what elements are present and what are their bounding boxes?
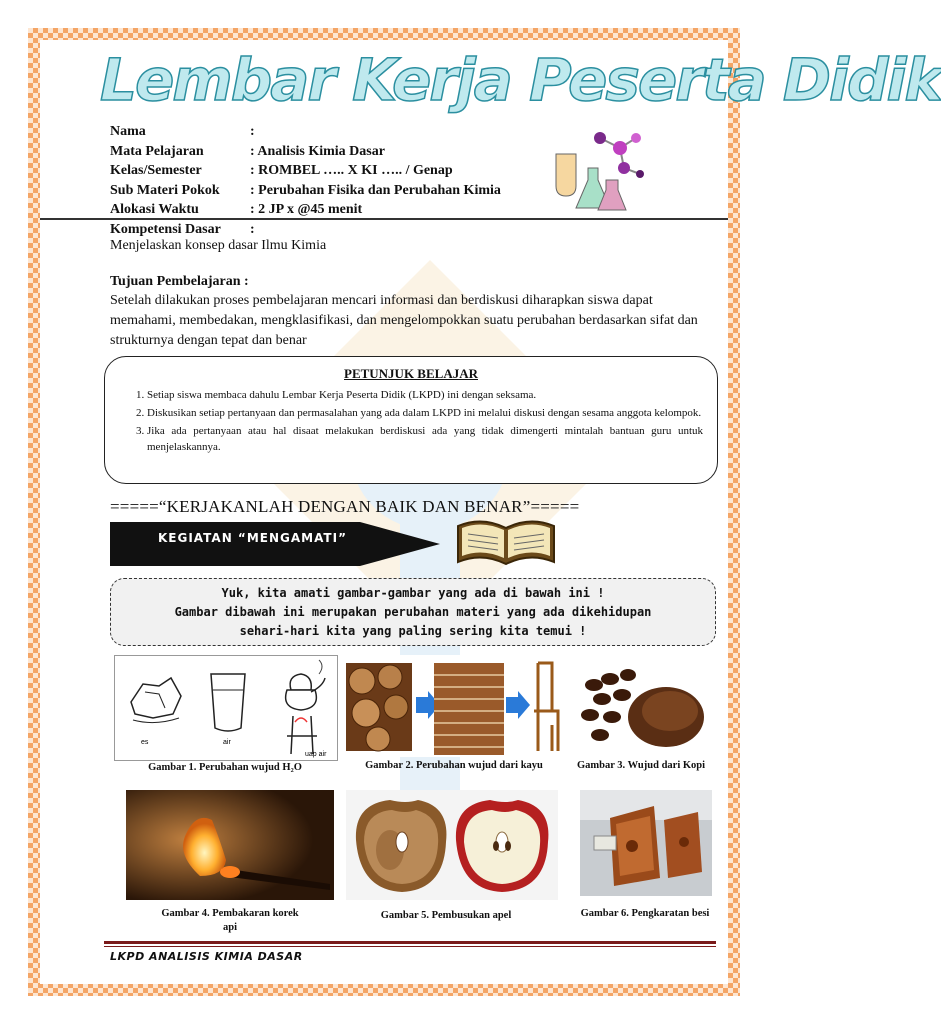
open-book-icon [452,516,560,570]
identity-table [110,122,501,239]
caption-gambar-6: Gambar 6. Pengkaratan besi [580,908,710,919]
worksheet-title [100,46,941,126]
tujuan-title: Tujuan Pembelajaran : [110,274,249,289]
caption-gambar-5: Gambar 5. Pembusukan apel [380,910,512,921]
tujuan-text: Setelah dilakukan proses pembelajaran mencari informasi dan berdiskusi diharapkan siswa dapat memahami, membedakan, mengklasifikasi, dan mengelompokkan suatu perubahan berdasarkan sifat dan strukturnya dengan tepat dan benar [110,293,698,348]
label-es: es [141,739,149,746]
title-text: Lembar Kerja Peserta Didik [100,46,941,114]
caption-gambar-4-cutoff: api [222,922,237,933]
instruction-box [110,578,716,646]
info-label: Nama [110,124,146,139]
chemistry-flasks-icon [548,124,648,216]
figure-h2o-phase-change [114,655,338,761]
info-label: Mata Pelajaran [110,143,204,159]
kegiatan-label: KEGIATAN “MENGAMATI” [158,531,347,545]
info-label: Kelas/Semester [110,163,202,178]
caption-gambar-3: Gambar 3. Wujud dari Kopi [576,760,706,771]
label-air: air [223,739,231,746]
info-value: : Perubahan Fisika dan Perubahan Kimia [250,182,501,198]
info-row-nama [110,122,501,142]
info-row-mapel [110,142,501,162]
info-label: Alokasi Waktu [110,202,199,217]
caption-gambar-2: Gambar 2. Perubahan wujud dari kayu [365,760,543,771]
kompetensi-dasar-text: Menjelaskan konsep dasar Ilmu Kimia [110,238,327,253]
petunjuk-title: PETUNJUK BELAJAR [344,366,478,381]
petunjuk-list [147,387,703,457]
list-item: 2. Diskusikan setiap pertanyaan dan permasalahan yang ada dalam LKPD ini melalui diskusi dengan sesama anggota kelompok. [147,405,703,421]
figure-burning-match [126,790,334,900]
label-uap-air: uap air [305,751,327,758]
info-value: : 2 JP x @45 menit [250,202,363,217]
list-item: 3. Jika ada pertanyaan atau hal disaat melakukan berdiskusi ada yang tidak dimengerti mintalah bantuan guru untuk menjelaskannya. [147,423,703,455]
figure-wood-change [346,655,562,757]
figure-rotten-apple [346,790,558,900]
info-value: : Analisis Kimia Dasar [250,143,385,159]
info-value: : ROMBEL ….. X KI ….. / Genap [250,163,453,178]
footer-rule-thick [104,941,716,944]
header-divider [40,218,728,220]
caption-gambar-4: Gambar 4. Pembakaran korek [161,908,299,919]
info-value: : [250,124,255,139]
info-row-kd [110,220,501,240]
figure-rusted-iron [580,790,712,896]
instruction-line: sehari-hari kita yang paling sering kita temui ! [239,624,587,638]
info-value: : [250,221,255,237]
caption-gambar-1: Gambar 1. Perubahan wujud H₂O [148,762,302,773]
list-item: 1. Setiap siswa membaca dahulu Lembar Kerja Peserta Didik (LKPD) ini dengan seksama. [147,387,703,403]
info-label: Sub Materi Pokok [110,182,220,198]
info-row-submateri [110,181,501,201]
footer-text: LKPD ANALISIS KIMIA DASAR [110,950,303,963]
instruction-line: Gambar dibawah ini merupakan perubahan materi yang ada dikehidupan [174,605,652,619]
figure-coffee [578,655,702,757]
info-row-alokasi [110,200,501,220]
info-row-kelas [110,161,501,181]
info-label: Kompetensi Dasar [110,221,221,237]
petunjuk-belajar-box [104,356,718,484]
instruction-line: Yuk, kita amati gambar-gambar yang ada di bawah ini ! [221,586,605,600]
kerjakan-heading: =====“KERJAKANLAH DENGAN BAIK DAN BENAR”===== [110,497,580,516]
footer-rule-thin [104,946,716,947]
